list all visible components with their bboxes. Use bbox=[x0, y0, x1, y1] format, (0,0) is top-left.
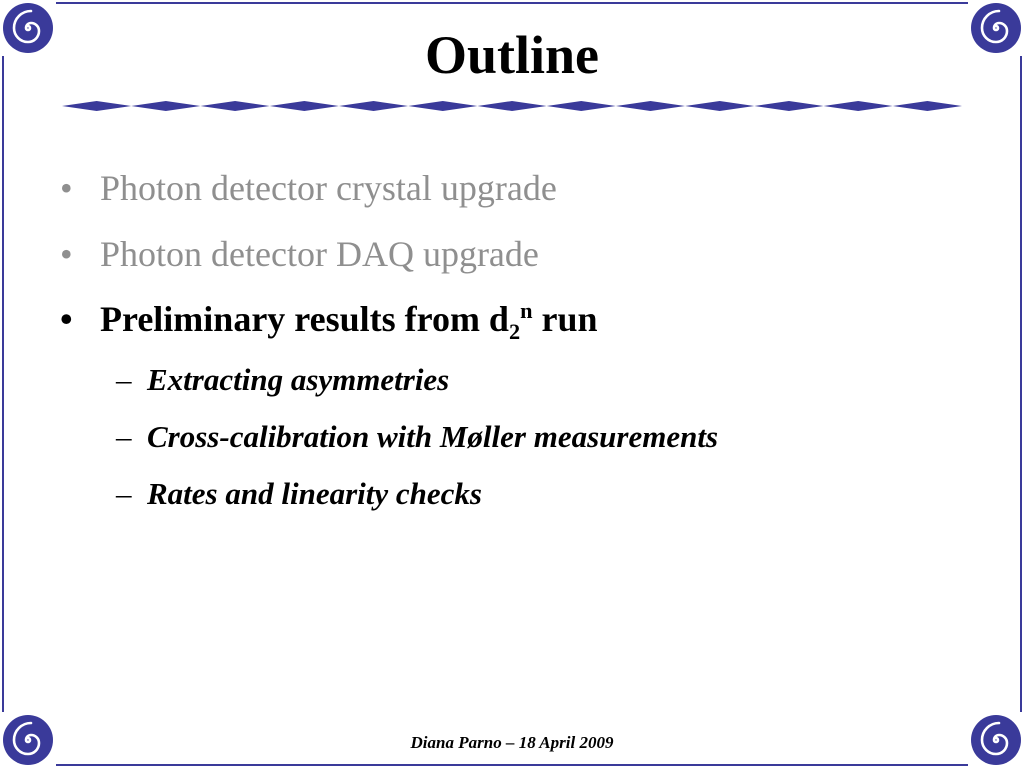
bullet-subscript: 2 bbox=[508, 319, 521, 345]
bullet-marker: • bbox=[60, 168, 73, 208]
bullet-text-main: Preliminary results from d bbox=[100, 299, 509, 339]
bullet-superscript: n bbox=[520, 298, 533, 323]
bullet-text: Photon detector DAQ upgrade bbox=[100, 234, 539, 274]
bullet-text bbox=[100, 297, 598, 345]
subbullet-marker: – bbox=[116, 362, 132, 397]
slide-footer: Diana Parno – 18 April 2009 bbox=[410, 733, 614, 752]
bullet-text: Photon detector crystal upgrade bbox=[100, 168, 557, 208]
subbullet-marker: – bbox=[116, 476, 132, 511]
subbullet-marker: – bbox=[116, 419, 132, 454]
subbullet-text: Extracting asymmetries bbox=[147, 362, 450, 397]
bullet-marker: • bbox=[60, 299, 73, 339]
subbullet-text: Cross-calibration with Møller measurements bbox=[147, 419, 719, 454]
bullet-text-tail: run bbox=[532, 299, 598, 339]
slide-title: Outline bbox=[424, 25, 600, 85]
bullet-marker: • bbox=[60, 234, 73, 274]
subbullet-text: Rates and linearity checks bbox=[147, 476, 482, 511]
